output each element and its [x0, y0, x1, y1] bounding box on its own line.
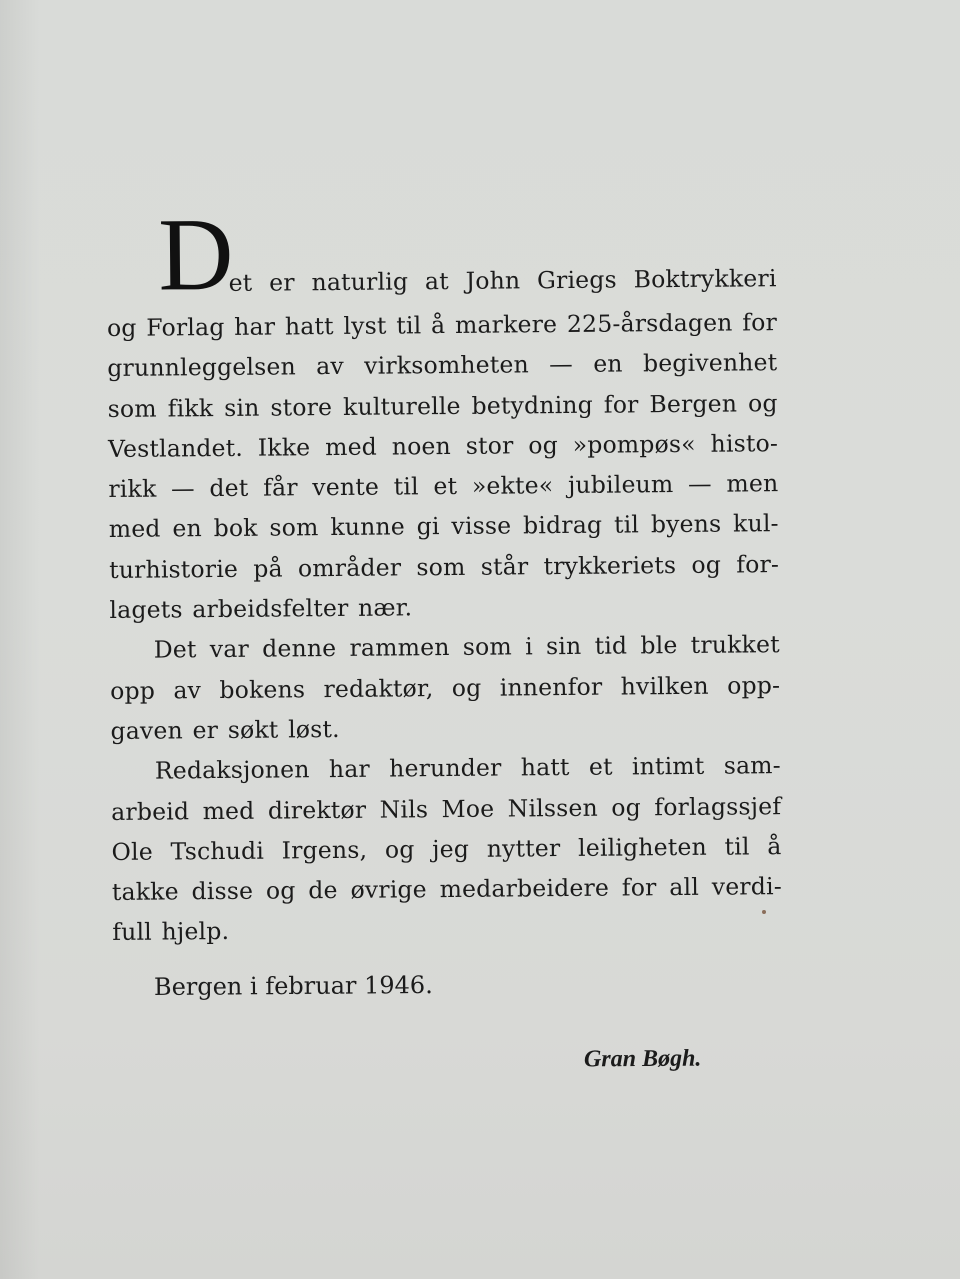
paragraph-3 — [111, 745, 783, 952]
drop-cap: D — [157, 196, 235, 313]
paper-speck — [762, 910, 766, 914]
text-line: med en bok som kunne gi visse bidrag til byens kul- — [108, 509, 779, 544]
text-line: Vestlandet. Ikke med noen stor og »pompøs« histo- — [107, 429, 779, 463]
text-line: arbeid med direktør Nils Moe Nilssen og forlagssjef — [111, 791, 782, 826]
text-line: full hjelp. — [112, 917, 230, 947]
text-line: Ole Tschudi Irgens, og jeg nytter leiligheten til å — [111, 831, 782, 866]
signature: Gran Bøgh. — [583, 1045, 702, 1073]
text-line: takke disse og de øvrige medarbeidere for all verdi- — [111, 872, 783, 907]
text-line: turhistorie på områder som står trykkeriets og for- — [109, 549, 780, 584]
text-line: rikk — det får vente til et »ekte« jubileum — men — [108, 469, 779, 504]
text-line: og Forlag har hatt lyst til å markere 225-årsdagen for — [106, 308, 778, 342]
text-line: Det var denne rammen som i sin tid ble trukket — [153, 630, 780, 664]
place-date: Bergen i februar 1946. — [153, 971, 433, 1001]
text-line: opp av bokens redaktør, og innenfor hvilken opp- — [110, 670, 781, 705]
text-line: grunnleggelsen av virksomheten — en begivenhet — [107, 348, 778, 383]
text-line: gaven er søkt løst. — [110, 714, 340, 745]
opening-line — [106, 196, 777, 313]
preface-text — [106, 196, 783, 953]
text-line: Redaksjonen har herunder hatt et intimt sam- — [154, 751, 781, 785]
paragraph-1 — [107, 302, 780, 630]
text-line: som fikk sin store kulturelle betydning for Bergen og — [107, 388, 778, 423]
text-line: lagets arbeidsfelter nær. — [109, 593, 413, 625]
first-line: et er naturlig at John Griegs Boktrykkeri — [228, 264, 777, 297]
page-fold-shadow — [0, 0, 40, 1279]
paragraph-2 — [110, 625, 781, 752]
